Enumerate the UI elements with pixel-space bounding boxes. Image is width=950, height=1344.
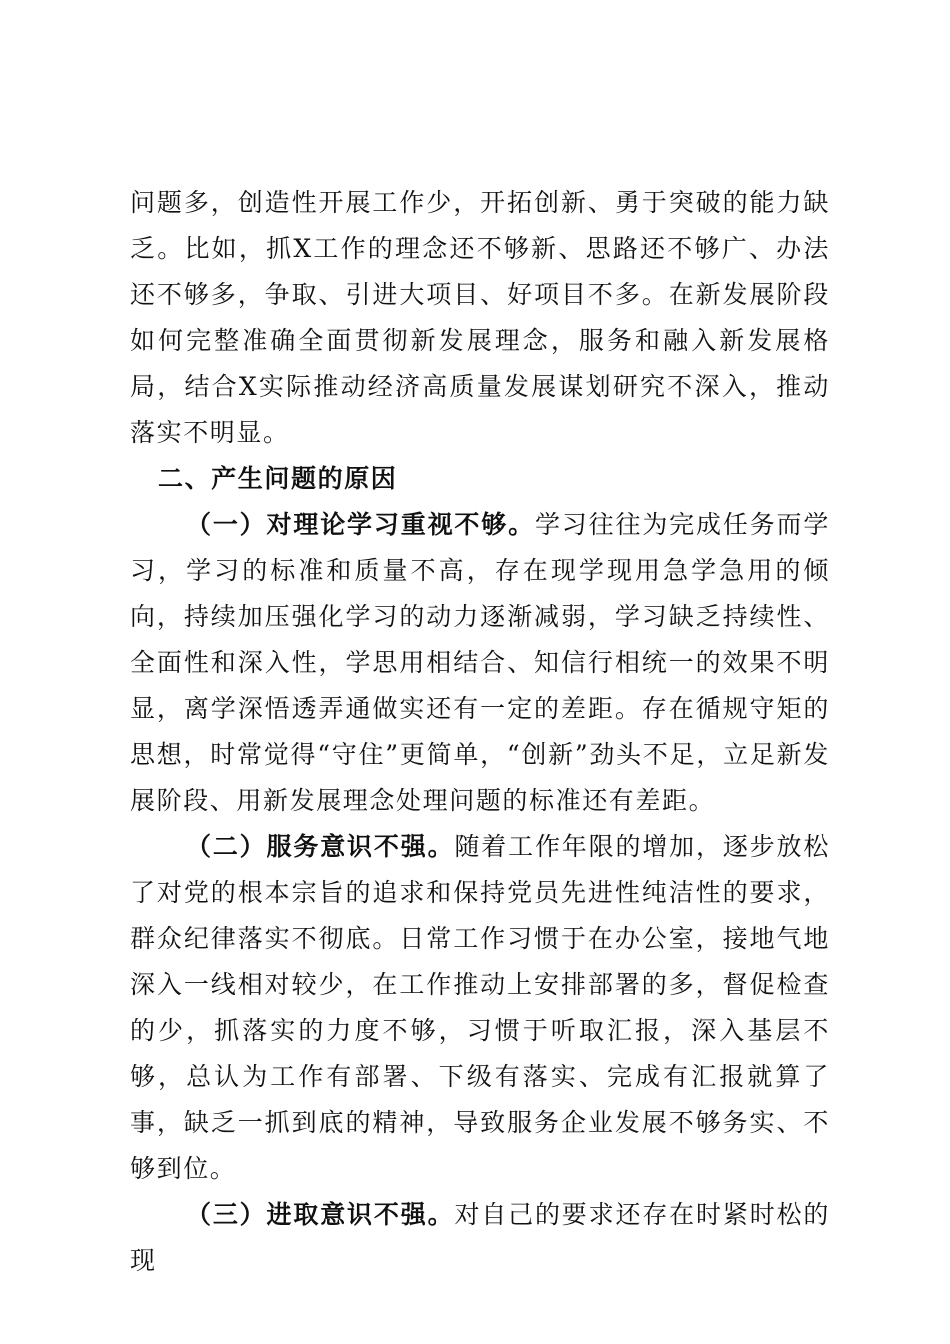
item-paragraph-1 xyxy=(130,502,830,824)
item-body-2: 随着工作年限的增加，逐步放松了对党的根本宗旨的追求和保持党员先进性纯洁性的要求，群众纪律落实不彻底。日常工作习惯于在办公室，接地气地深入一线相对较少，在工作推动上安排部署的多，督促检查的少，抓落实的力度不够，习惯于听取汇报，深入基层不够，总认为工作有部署、下级有落实、完成有汇报就算了事，缺乏一抓到底的精神，导致服务企业发展不够务实、不够到位。 xyxy=(130,832,830,1183)
item-paragraph-2 xyxy=(130,824,830,1192)
item-lead-1: （一）对理论学习重视不够。 xyxy=(186,510,535,539)
item-paragraph-3 xyxy=(130,1192,830,1284)
item-body-1: 学习往往为完成任务而学习，学习的标准和质量不高，存在现学现用急学急用的倾向，持续加压强化学习的动力逐渐减弱，学习缺乏持续性、全面性和深入性，学思用相结合、知信行相统一的效果不明显，离学深悟透弄通做实还有一定的差距。存在循规守矩的思想，时常觉得“守住”更简单，“创新”劲头不足，立足新发展阶段、用新发展理念处理问题的标准还有差距。 xyxy=(130,510,830,815)
item-body-3: 对自己的要求还存在时紧时松的现 xyxy=(130,1200,830,1275)
paragraph-continuation: 问题多，创造性开展工作少，开拓创新、勇于突破的能力缺乏。比如，抓X工作的理念还不够新、思路还不够广、办法还不够多，争取、引进大项目、好项目不多。在新发展阶段如何完整准确全面贯彻新发展理念，服务和融入新发展格局，结合X实际推动经济高质量发展谋划研究不深入，推动落实不明显。 xyxy=(130,188,830,447)
document-body xyxy=(130,180,830,1284)
item-lead-3: （三）进取意识不强。 xyxy=(186,1200,455,1229)
section-heading: 二、产生问题的原因 xyxy=(158,464,398,493)
item-lead-2: （二）服务意识不强。 xyxy=(186,832,455,861)
